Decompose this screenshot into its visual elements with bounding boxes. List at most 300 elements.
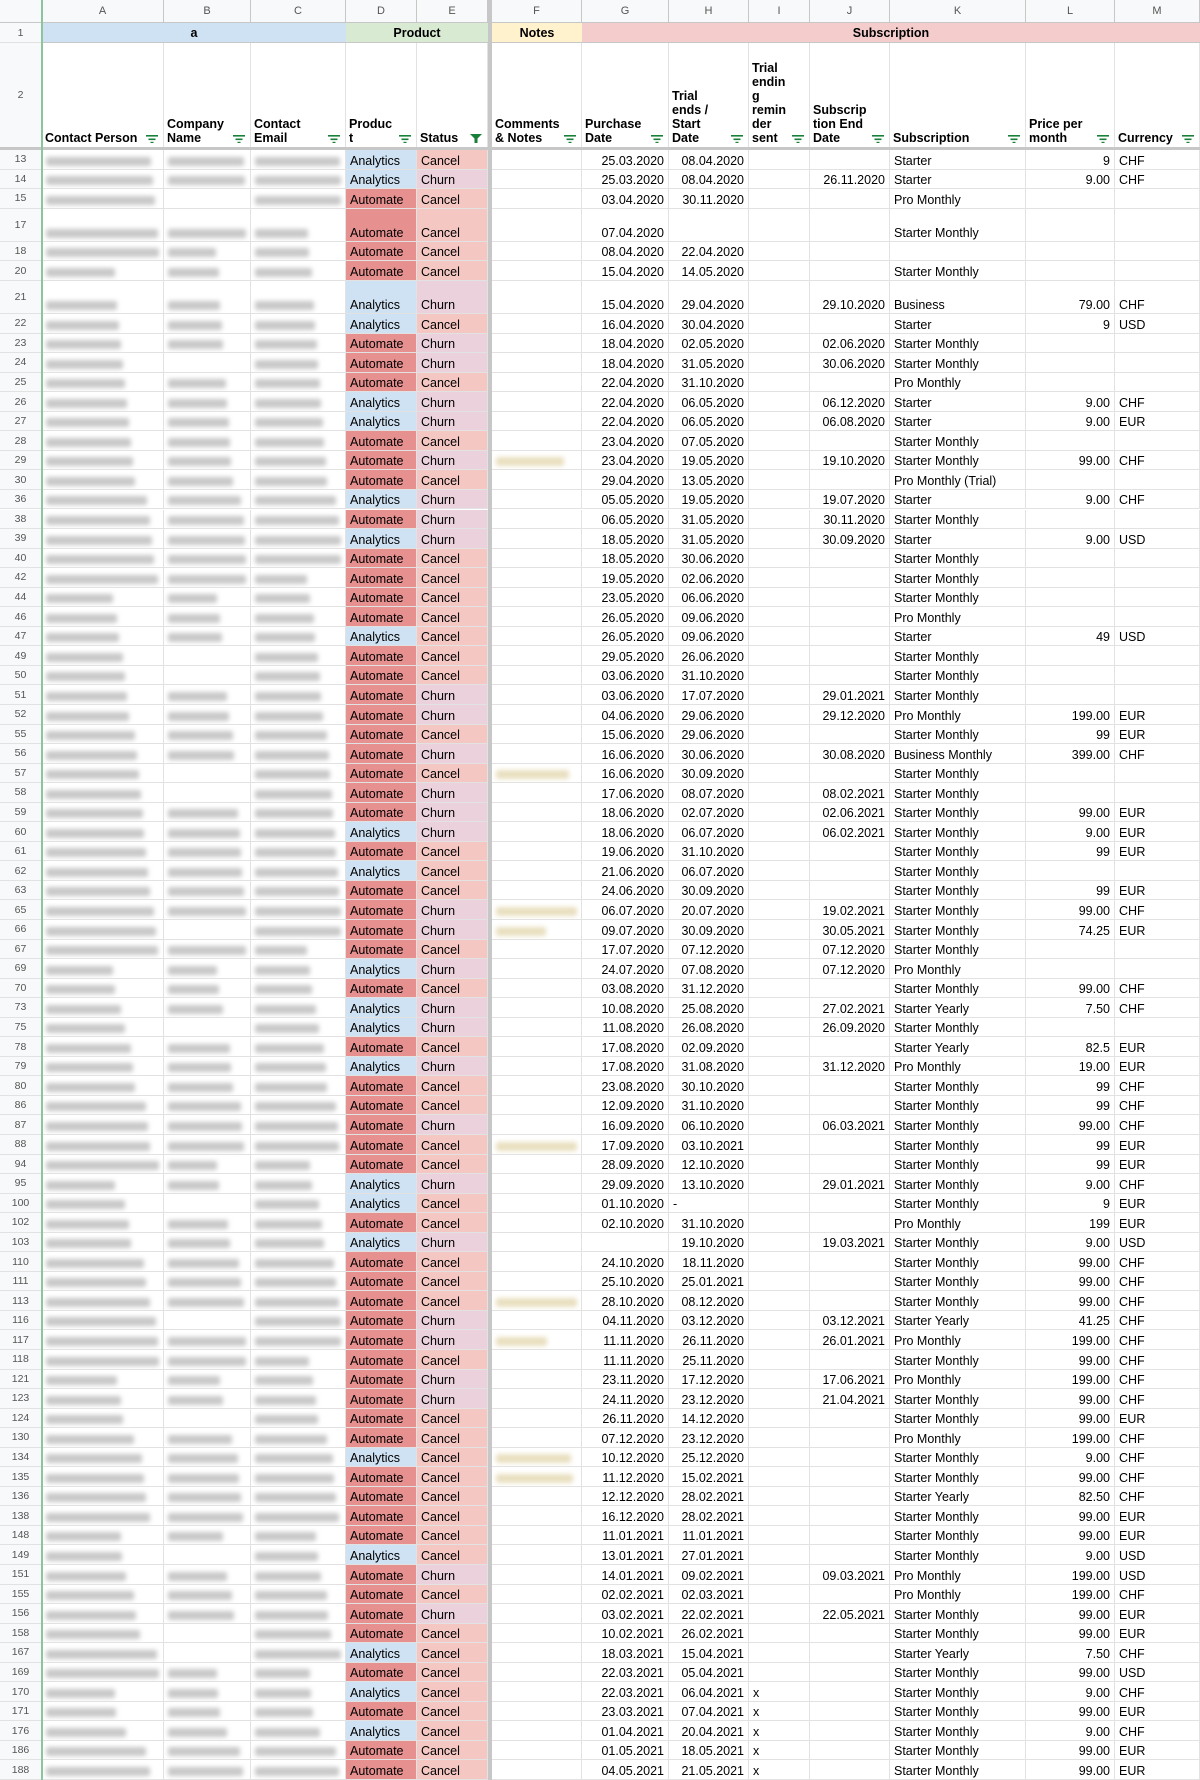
contact-email-cell[interactable]	[251, 1291, 346, 1311]
reminder-sent-cell[interactable]	[749, 412, 810, 432]
subscription-cell[interactable]	[890, 1155, 1026, 1175]
company-name-cell[interactable]	[164, 1272, 251, 1292]
trial-end-cell[interactable]	[669, 1448, 749, 1468]
reminder-sent-cell[interactable]	[749, 431, 810, 451]
contact-email-cell[interactable]	[251, 881, 346, 901]
product-cell[interactable]	[346, 725, 417, 745]
reminder-sent-cell[interactable]	[749, 1330, 810, 1350]
row-number[interactable]	[0, 1467, 42, 1487]
filter-icon[interactable]	[651, 134, 663, 143]
price-cell[interactable]	[1026, 666, 1115, 686]
company-name-cell[interactable]	[164, 1291, 251, 1311]
notes-cell[interactable]	[492, 979, 582, 999]
notes-cell[interactable]	[492, 1741, 582, 1761]
notes-cell[interactable]	[492, 1467, 582, 1487]
notes-cell[interactable]	[492, 373, 582, 393]
trial-end-cell[interactable]	[669, 568, 749, 588]
trial-end-cell[interactable]	[669, 705, 749, 725]
reminder-sent-cell[interactable]	[749, 1076, 810, 1096]
subscription-end-cell[interactable]	[810, 189, 890, 209]
trial-end-cell[interactable]	[669, 1526, 749, 1546]
notes-cell[interactable]	[492, 1370, 582, 1390]
contact-email-cell[interactable]	[251, 470, 346, 490]
contact-email-cell[interactable]	[251, 1760, 346, 1780]
currency-cell[interactable]	[1115, 940, 1200, 960]
subscription-end-cell[interactable]	[810, 451, 890, 471]
product-cell[interactable]	[346, 281, 417, 314]
company-name-cell[interactable]	[164, 1565, 251, 1585]
currency-cell[interactable]	[1115, 1721, 1200, 1741]
notes-cell[interactable]	[492, 568, 582, 588]
currency-cell[interactable]	[1115, 451, 1200, 471]
currency-cell[interactable]	[1115, 627, 1200, 647]
currency-cell[interactable]	[1115, 549, 1200, 569]
status-cell[interactable]	[417, 1252, 488, 1272]
product-cell[interactable]	[346, 529, 417, 549]
contact-email-cell[interactable]	[251, 627, 346, 647]
status-cell[interactable]	[417, 1389, 488, 1409]
notes-cell[interactable]	[492, 150, 582, 170]
status-cell[interactable]	[417, 334, 488, 354]
purchase-date-cell[interactable]	[582, 431, 669, 451]
company-name-cell[interactable]	[164, 881, 251, 901]
notes-cell[interactable]	[492, 1604, 582, 1624]
company-name-cell[interactable]	[164, 685, 251, 705]
notes-cell[interactable]	[492, 1545, 582, 1565]
row-number[interactable]	[0, 959, 42, 979]
subscription-cell[interactable]	[890, 1135, 1026, 1155]
reminder-sent-cell[interactable]	[749, 842, 810, 862]
purchase-date-cell[interactable]	[582, 373, 669, 393]
price-cell[interactable]	[1026, 1585, 1115, 1605]
notes-cell[interactable]	[492, 1096, 582, 1116]
currency-cell[interactable]	[1115, 1545, 1200, 1565]
trial-end-cell[interactable]	[669, 1076, 749, 1096]
status-cell[interactable]	[417, 685, 488, 705]
row-number[interactable]	[0, 1663, 42, 1683]
currency-cell[interactable]	[1115, 189, 1200, 209]
status-cell[interactable]	[417, 1291, 488, 1311]
trial-end-cell[interactable]	[669, 822, 749, 842]
status-cell[interactable]	[417, 861, 488, 881]
purchase-date-cell[interactable]	[582, 1467, 669, 1487]
contact-person-cell[interactable]	[42, 1389, 164, 1409]
row-number[interactable]	[0, 1487, 42, 1507]
subscription-cell[interactable]	[890, 1682, 1026, 1702]
row-number[interactable]	[0, 568, 42, 588]
reminder-sent-cell[interactable]	[749, 170, 810, 190]
product-cell[interactable]	[346, 1428, 417, 1448]
purchase-date-cell[interactable]	[582, 1370, 669, 1390]
notes-cell[interactable]	[492, 861, 582, 881]
currency-cell[interactable]	[1115, 1291, 1200, 1311]
subscription-end-cell[interactable]	[810, 920, 890, 940]
subscription-end-cell[interactable]	[810, 1370, 890, 1390]
notes-cell[interactable]	[492, 209, 582, 242]
currency-cell[interactable]	[1115, 783, 1200, 803]
subscription-cell[interactable]	[890, 431, 1026, 451]
status-cell[interactable]	[417, 1721, 488, 1741]
company-name-cell[interactable]	[164, 920, 251, 940]
trial-end-cell[interactable]	[669, 861, 749, 881]
contact-person-cell[interactable]	[42, 685, 164, 705]
header-i[interactable]	[749, 43, 810, 148]
reminder-sent-cell[interactable]	[749, 1604, 810, 1624]
purchase-date-cell[interactable]	[582, 1565, 669, 1585]
subscription-end-cell[interactable]	[810, 1155, 890, 1175]
notes-cell[interactable]	[492, 1585, 582, 1605]
header-d[interactable]	[346, 43, 417, 148]
status-cell[interactable]	[417, 1428, 488, 1448]
notes-cell[interactable]	[492, 822, 582, 842]
product-cell[interactable]	[346, 1448, 417, 1468]
notes-cell[interactable]	[492, 842, 582, 862]
subscription-cell[interactable]	[890, 1565, 1026, 1585]
trial-end-cell[interactable]	[669, 627, 749, 647]
price-cell[interactable]	[1026, 998, 1115, 1018]
row-number[interactable]: 2	[0, 43, 42, 148]
subscription-end-cell[interactable]	[810, 510, 890, 530]
product-cell[interactable]	[346, 1233, 417, 1253]
company-name-cell[interactable]	[164, 1076, 251, 1096]
purchase-date-cell[interactable]	[582, 334, 669, 354]
row-number[interactable]	[0, 1233, 42, 1253]
currency-cell[interactable]	[1115, 150, 1200, 170]
contact-email-cell[interactable]	[251, 666, 346, 686]
status-cell[interactable]	[417, 1585, 488, 1605]
currency-cell[interactable]	[1115, 261, 1200, 281]
subscription-end-cell[interactable]	[810, 744, 890, 764]
contact-email-cell[interactable]	[251, 1487, 346, 1507]
subscription-cell[interactable]	[890, 1389, 1026, 1409]
currency-cell[interactable]	[1115, 1370, 1200, 1390]
subscription-cell[interactable]	[890, 1428, 1026, 1448]
reminder-sent-cell[interactable]	[749, 940, 810, 960]
subscription-cell[interactable]	[890, 412, 1026, 432]
status-cell[interactable]	[417, 412, 488, 432]
currency-cell[interactable]	[1115, 1076, 1200, 1096]
contact-email-cell[interactable]	[251, 1585, 346, 1605]
header-f[interactable]	[492, 43, 582, 148]
price-cell[interactable]	[1026, 314, 1115, 334]
row-number[interactable]	[0, 588, 42, 608]
product-cell[interactable]	[346, 209, 417, 242]
subscription-cell[interactable]	[890, 940, 1026, 960]
row-number[interactable]	[0, 764, 42, 784]
purchase-date-cell[interactable]	[582, 881, 669, 901]
subscription-cell[interactable]	[890, 1370, 1026, 1390]
notes-cell[interactable]	[492, 1252, 582, 1272]
contact-person-cell[interactable]	[42, 529, 164, 549]
currency-cell[interactable]	[1115, 1702, 1200, 1722]
product-cell[interactable]	[346, 764, 417, 784]
reminder-sent-cell[interactable]	[749, 744, 810, 764]
currency-cell[interactable]	[1115, 1252, 1200, 1272]
product-cell[interactable]	[346, 1643, 417, 1663]
price-cell[interactable]	[1026, 1037, 1115, 1057]
currency-cell[interactable]	[1115, 1330, 1200, 1350]
purchase-date-cell[interactable]	[582, 1428, 669, 1448]
subscription-cell[interactable]	[890, 1330, 1026, 1350]
price-cell[interactable]	[1026, 431, 1115, 451]
row-number[interactable]	[0, 209, 42, 242]
row-number[interactable]	[0, 1135, 42, 1155]
reminder-sent-cell[interactable]	[749, 150, 810, 170]
price-cell[interactable]	[1026, 861, 1115, 881]
price-cell[interactable]	[1026, 1233, 1115, 1253]
price-cell[interactable]	[1026, 764, 1115, 784]
product-cell[interactable]	[346, 334, 417, 354]
status-cell[interactable]	[417, 1760, 488, 1780]
price-cell[interactable]	[1026, 1448, 1115, 1468]
status-cell[interactable]	[417, 803, 488, 823]
price-cell[interactable]	[1026, 1545, 1115, 1565]
subscription-cell[interactable]	[890, 705, 1026, 725]
subscription-cell[interactable]	[890, 1624, 1026, 1644]
subscription-end-cell[interactable]	[810, 646, 890, 666]
product-cell[interactable]	[346, 1311, 417, 1331]
contact-person-cell[interactable]	[42, 568, 164, 588]
subscription-cell[interactable]	[890, 373, 1026, 393]
company-name-cell[interactable]	[164, 392, 251, 412]
status-cell[interactable]	[417, 1096, 488, 1116]
column-header-j[interactable]: J	[810, 0, 890, 23]
notes-cell[interactable]	[492, 998, 582, 1018]
contact-person-cell[interactable]	[42, 209, 164, 242]
company-name-cell[interactable]	[164, 979, 251, 999]
subscription-cell[interactable]	[890, 1545, 1026, 1565]
currency-cell[interactable]	[1115, 510, 1200, 530]
notes-cell[interactable]	[492, 242, 582, 262]
product-cell[interactable]	[346, 744, 417, 764]
currency-cell[interactable]	[1115, 979, 1200, 999]
price-cell[interactable]	[1026, 373, 1115, 393]
filter-icon[interactable]	[1097, 134, 1109, 143]
trial-end-cell[interactable]	[669, 529, 749, 549]
purchase-date-cell[interactable]	[582, 1330, 669, 1350]
company-name-cell[interactable]	[164, 959, 251, 979]
contact-person-cell[interactable]	[42, 881, 164, 901]
subscription-cell[interactable]	[890, 842, 1026, 862]
subscription-cell[interactable]	[890, 451, 1026, 471]
status-cell[interactable]	[417, 549, 488, 569]
subscription-cell[interactable]	[890, 881, 1026, 901]
product-cell[interactable]	[346, 900, 417, 920]
contact-person-cell[interactable]	[42, 549, 164, 569]
trial-end-cell[interactable]	[669, 900, 749, 920]
company-name-cell[interactable]	[164, 940, 251, 960]
product-cell[interactable]	[346, 1115, 417, 1135]
price-cell[interactable]	[1026, 510, 1115, 530]
status-cell[interactable]	[417, 1135, 488, 1155]
company-name-cell[interactable]	[164, 150, 251, 170]
subscription-end-cell[interactable]	[810, 373, 890, 393]
price-cell[interactable]	[1026, 353, 1115, 373]
row-number[interactable]	[0, 940, 42, 960]
subscription-end-cell[interactable]	[810, 281, 890, 314]
currency-cell[interactable]	[1115, 170, 1200, 190]
row-number[interactable]	[0, 392, 42, 412]
subscription-end-cell[interactable]	[810, 705, 890, 725]
contact-email-cell[interactable]	[251, 959, 346, 979]
company-name-cell[interactable]	[164, 549, 251, 569]
notes-cell[interactable]	[492, 744, 582, 764]
purchase-date-cell[interactable]	[582, 568, 669, 588]
notes-cell[interactable]	[492, 1174, 582, 1194]
status-cell[interactable]	[417, 725, 488, 745]
contact-person-cell[interactable]	[42, 1604, 164, 1624]
row-number[interactable]	[0, 490, 42, 510]
row-number[interactable]: 1	[0, 23, 42, 43]
contact-person-cell[interactable]	[42, 1643, 164, 1663]
contact-person-cell[interactable]	[42, 940, 164, 960]
reminder-sent-cell[interactable]	[749, 646, 810, 666]
subscription-cell[interactable]	[890, 189, 1026, 209]
currency-cell[interactable]	[1115, 1389, 1200, 1409]
company-name-cell[interactable]	[164, 1350, 251, 1370]
product-cell[interactable]	[346, 1682, 417, 1702]
currency-cell[interactable]	[1115, 607, 1200, 627]
subscription-end-cell[interactable]	[810, 1467, 890, 1487]
row-number[interactable]	[0, 1037, 42, 1057]
purchase-date-cell[interactable]	[582, 1213, 669, 1233]
subscription-end-cell[interactable]	[810, 568, 890, 588]
notes-cell[interactable]	[492, 1389, 582, 1409]
row-number[interactable]	[0, 1409, 42, 1429]
contact-person-cell[interactable]	[42, 588, 164, 608]
purchase-date-cell[interactable]	[582, 1076, 669, 1096]
purchase-date-cell[interactable]	[582, 646, 669, 666]
product-cell[interactable]	[346, 998, 417, 1018]
purchase-date-cell[interactable]	[582, 1663, 669, 1683]
row-number[interactable]	[0, 1604, 42, 1624]
contact-person-cell[interactable]	[42, 900, 164, 920]
currency-cell[interactable]	[1115, 412, 1200, 432]
contact-email-cell[interactable]	[251, 412, 346, 432]
subscription-cell[interactable]	[890, 861, 1026, 881]
contact-person-cell[interactable]	[42, 170, 164, 190]
currency-cell[interactable]	[1115, 1272, 1200, 1292]
reminder-sent-cell[interactable]	[749, 1252, 810, 1272]
contact-email-cell[interactable]	[251, 242, 346, 262]
product-cell[interactable]	[346, 490, 417, 510]
purchase-date-cell[interactable]	[582, 1155, 669, 1175]
price-cell[interactable]	[1026, 1643, 1115, 1663]
subscription-cell[interactable]	[890, 803, 1026, 823]
currency-cell[interactable]	[1115, 470, 1200, 490]
currency-cell[interactable]	[1115, 1663, 1200, 1683]
reminder-sent-cell[interactable]	[749, 725, 810, 745]
reminder-sent-cell[interactable]	[749, 979, 810, 999]
status-cell[interactable]	[417, 842, 488, 862]
column-header-b[interactable]: B	[164, 0, 251, 23]
subscription-cell[interactable]	[890, 150, 1026, 170]
contact-email-cell[interactable]	[251, 764, 346, 784]
contact-email-cell[interactable]	[251, 940, 346, 960]
reminder-sent-cell[interactable]	[749, 803, 810, 823]
subscription-end-cell[interactable]	[810, 783, 890, 803]
contact-person-cell[interactable]	[42, 334, 164, 354]
contact-person-cell[interactable]	[42, 1663, 164, 1683]
status-cell[interactable]	[417, 588, 488, 608]
company-name-cell[interactable]	[164, 1252, 251, 1272]
reminder-sent-cell[interactable]	[749, 764, 810, 784]
subscription-end-cell[interactable]	[810, 1760, 890, 1780]
row-number[interactable]	[0, 1721, 42, 1741]
price-cell[interactable]	[1026, 1526, 1115, 1546]
contact-person-cell[interactable]	[42, 1057, 164, 1077]
currency-cell[interactable]	[1115, 1585, 1200, 1605]
notes-cell[interactable]	[492, 1428, 582, 1448]
company-name-cell[interactable]	[164, 1760, 251, 1780]
subscription-end-cell[interactable]	[810, 900, 890, 920]
company-name-cell[interactable]	[164, 1702, 251, 1722]
contact-email-cell[interactable]	[251, 1663, 346, 1683]
subscription-end-cell[interactable]	[810, 822, 890, 842]
subscription-cell[interactable]	[890, 1018, 1026, 1038]
subscription-end-cell[interactable]	[810, 1526, 890, 1546]
trial-end-cell[interactable]	[669, 803, 749, 823]
subscription-end-cell[interactable]	[810, 842, 890, 862]
notes-cell[interactable]	[492, 314, 582, 334]
currency-cell[interactable]	[1115, 242, 1200, 262]
subscription-end-cell[interactable]	[810, 685, 890, 705]
reminder-sent-cell[interactable]	[749, 1624, 810, 1644]
reminder-sent-cell[interactable]	[749, 1096, 810, 1116]
company-name-cell[interactable]	[164, 1194, 251, 1214]
trial-end-cell[interactable]	[669, 189, 749, 209]
contact-person-cell[interactable]	[42, 261, 164, 281]
subscription-cell[interactable]	[890, 549, 1026, 569]
subscription-cell[interactable]	[890, 529, 1026, 549]
subscription-cell[interactable]	[890, 209, 1026, 242]
contact-person-cell[interactable]	[42, 861, 164, 881]
trial-end-cell[interactable]	[669, 1741, 749, 1761]
company-name-cell[interactable]	[164, 529, 251, 549]
trial-end-cell[interactable]	[669, 1291, 749, 1311]
row-number[interactable]	[0, 861, 42, 881]
product-cell[interactable]	[346, 666, 417, 686]
subscription-cell[interactable]	[890, 1702, 1026, 1722]
trial-end-cell[interactable]	[669, 1174, 749, 1194]
trial-end-cell[interactable]	[669, 979, 749, 999]
price-cell[interactable]	[1026, 1291, 1115, 1311]
trial-end-cell[interactable]	[669, 1467, 749, 1487]
contact-email-cell[interactable]	[251, 373, 346, 393]
contact-email-cell[interactable]	[251, 1604, 346, 1624]
row-number[interactable]	[0, 242, 42, 262]
reminder-sent-cell[interactable]	[749, 261, 810, 281]
trial-end-cell[interactable]	[669, 1115, 749, 1135]
price-cell[interactable]	[1026, 1194, 1115, 1214]
trial-end-cell[interactable]	[669, 1409, 749, 1429]
subscription-end-cell[interactable]	[810, 529, 890, 549]
subscription-end-cell[interactable]	[810, 261, 890, 281]
subscription-cell[interactable]	[890, 998, 1026, 1018]
purchase-date-cell[interactable]	[582, 1233, 669, 1253]
company-name-cell[interactable]	[164, 451, 251, 471]
subscription-end-cell[interactable]	[810, 1487, 890, 1507]
purchase-date-cell[interactable]	[582, 822, 669, 842]
reminder-sent-cell[interactable]	[749, 1311, 810, 1331]
contact-person-cell[interactable]	[42, 314, 164, 334]
contact-email-cell[interactable]	[251, 189, 346, 209]
row-number[interactable]	[0, 1252, 42, 1272]
reminder-sent-cell[interactable]	[749, 1037, 810, 1057]
trial-end-cell[interactable]	[669, 1018, 749, 1038]
trial-end-cell[interactable]	[669, 510, 749, 530]
product-cell[interactable]	[346, 1155, 417, 1175]
